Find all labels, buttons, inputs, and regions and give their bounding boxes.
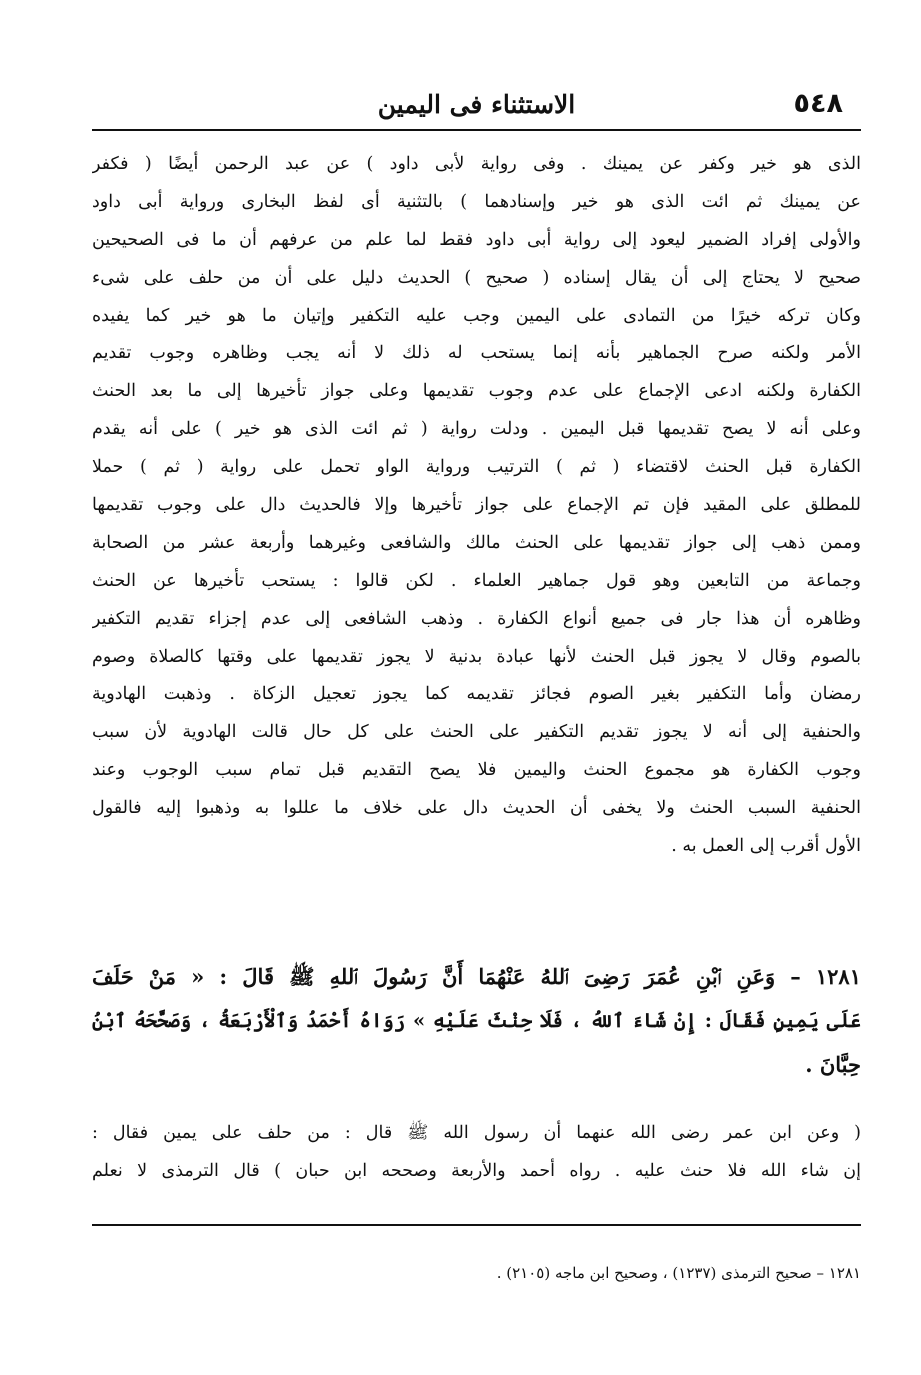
text-line: عن يمينك ثم ائت الذى هو خير وإسنادهما ) بالتثنية أى لفظ البخارى ورواية أبى داود: [92, 191, 861, 212]
hadith-commentary: [92, 1114, 861, 1190]
text-line: والحنفية إلى أنه لا يجوز تقديم التكفير على الحنث على كل حال قالت الهادوية لأن سبب: [92, 722, 861, 743]
text-line: وجماعة من التابعين وهو قول جماهير العلماء . لكن قالوا : يستحب تأخيرها عن الحنث: [92, 570, 861, 591]
commentary-line: إن شاء الله فلا حنث عليه . رواه أحمد والأربعة وصححه ابن حبان ) قال الترمذى لا نعلم: [92, 1161, 861, 1181]
hadith-text: [92, 955, 861, 1087]
text-line: وظاهره أن هذا جار فى جميع أنواع الكفارة . وذهب الشافعى إلى عدم إجزاء تقديم التكفير: [92, 608, 861, 629]
header-rule: [92, 129, 861, 131]
text-line: والأولى إفراد الضمير ليعود إلى رواية أبى داود فقط لما علم من عرفهم أن ما فى الصحيحين: [92, 229, 861, 250]
text-line: بالصوم وقال لا يجوز قبل الحنث لأنها عبادة بدنية لا يجوز تقديمها على وقتها كالصلاة وصوم: [92, 646, 861, 667]
footnote: ١٢٨١ – صحيح الترمذى (١٢٣٧) ، وصحيح ابن ماجه (٢١٠٥) .: [496, 1264, 861, 1282]
text-line: وكان تركه خيرًا من التمادى على اليمين وجب عليه التكفير وإتيان ما هو خير كما يفيده: [92, 305, 861, 326]
page-number: ٥٤٨: [793, 88, 843, 119]
text-line: الحنفية السبب الحنث ولا يخفى أن الحديث دال على خلاف ما عللوا به وذهبوا إليه فالقول: [92, 798, 861, 819]
text-line: الذى هو خير وكفر عن يمينك . وفى رواية لأبى داود ) عن عبد الرحمن أيضًا ( فكفر: [92, 154, 861, 174]
text-line: وجوب الكفارة هو مجموع الحنث واليمين فلا يصح التقديم قبل تمام سبب الوجوب وعند: [92, 760, 861, 781]
commentary-line: ( وعن ابن عمر رضى الله عنهما أن رسول الله ﷺ قال : من حلف على يمين فقال :: [92, 1123, 861, 1143]
text-line: للمطلق على المقيد فإن تم الإجماع على جواز تأخيرها وإلا فالحديث دال على وجوب تقديمها: [92, 495, 861, 516]
hadith-line: ١٢٨١ – وَعَنِ ٱبْنِ عُمَرَ رَضِىَ ٱللهُ عَنْهُمَا أَنَّ رَسُولَ ٱللهِ ﷺ قَالَ : « مَنْ حَلَفَ: [92, 964, 861, 989]
text-line: الكفارة ولكنه ادعى الإجماع على عدم وجوب تقديمها وعلى جواز تأخيرها إلى ما بعد الحنث: [92, 381, 861, 402]
text-line: رمضان وأما التكفير بغير الصوم فجائز تقديمه كما يجوز تعجيل الزكاة . وذهبت الهادوية: [92, 684, 861, 705]
text-line: صحيح لا يحتاج إلى أن يقال إسناده ( صحيح ) الحديث دليل على أن من حلف على شىء: [92, 267, 861, 288]
text-line: وممن ذهب إلى جواز تقديمها على الحنث مالك والشافعى وغيرهما وأربعة عشر من الصحابة: [92, 532, 861, 553]
hadith-line: عَلَى يَمِينٍ فَقَالَ : إِنْ شَاءَ ٱللهُ ، فَلَا حِنْثَ عَلَيْهِ » رَوَاهُ أَحْمَدُ وَٱلْأَرْبَعَةُ ، وَصَحَّحَهُ ٱبْنُ: [92, 1009, 861, 1032]
running-title: الاستثناء فى اليمين: [377, 90, 576, 119]
commentary-paragraph: [92, 146, 861, 866]
footnote-rule: [92, 1224, 861, 1226]
text-line: وعلى أنه لا يصح تقديمها قبل اليمين . ودلت رواية ( ثم ائت الذى هو خير ) على أنه يقدم: [92, 419, 861, 440]
running-head: [92, 76, 861, 126]
hadith-line: حِبَّانَ .: [805, 1052, 861, 1077]
text-line: الأمر ولكنه صرح الجماهير بأنه إنما يستحب له ذلك لا أنه يجب وظاهره وجوب تقديم: [92, 343, 861, 364]
text-line: الأول أقرب إلى العمل به .: [671, 836, 861, 857]
text-line: الكفارة قبل الحنث لاقتضاء ( ثم ) الترتيب ورواية الواو تحمل على رواية ( ثم ) حملا: [92, 457, 861, 478]
